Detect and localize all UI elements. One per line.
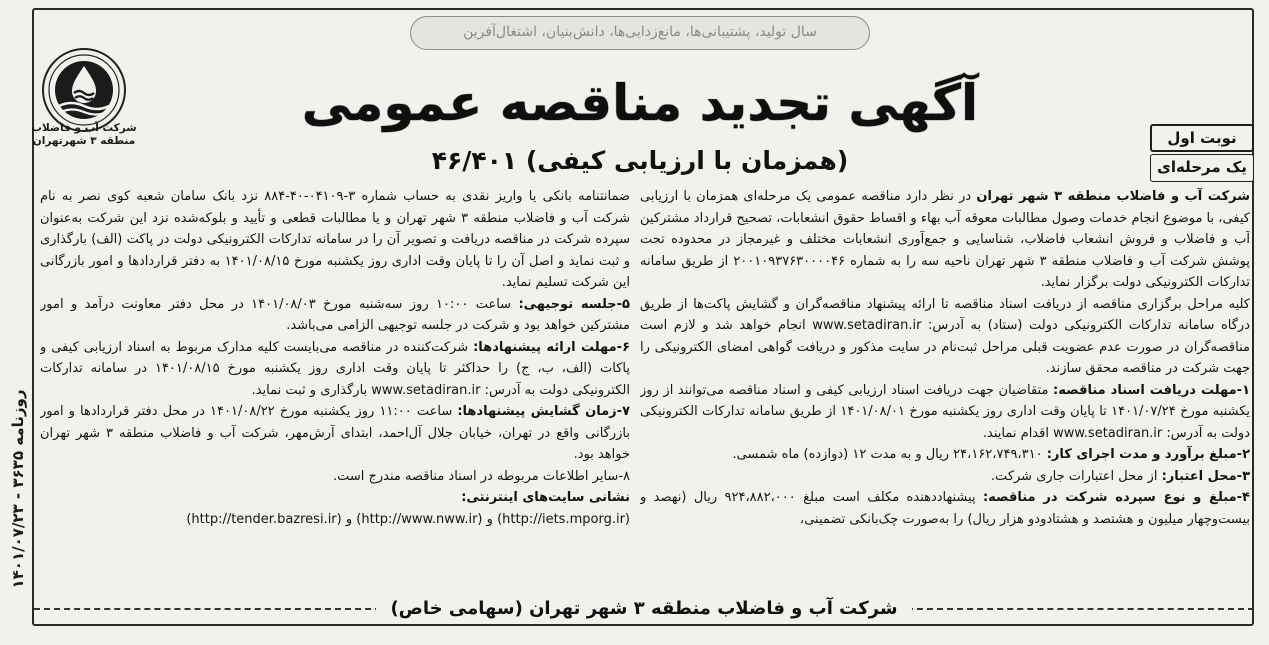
footer-signature	[34, 596, 1254, 622]
website-joiner: و	[486, 511, 493, 527]
item-label: ۱-مهلت دریافت اسناد مناقصه:	[1053, 382, 1250, 398]
item-label: ۴-مبلغ و نوع سپرده شرکت در مناقصه:	[982, 490, 1250, 505]
item-5-briefing-session	[40, 294, 630, 337]
newspaper-issue-date: ۳۶۳۵ - ۱۴۰۱/۰۷/۲۳	[9, 451, 27, 589]
item-2-estimate-duration	[640, 444, 1250, 466]
item-8-other-info	[40, 466, 630, 488]
item-label: ۷-زمان گشایش پیشنهادها:	[457, 404, 630, 419]
item-text: شرکت‌کننده در مناقصه می‌بایست کلیه مدارک مربوط به اسناد ارزیابی کیفی و پاکات (الف، ب، ج) را حداکثر تا پایان وقت اداری روز یکشنبه مورخ ۱۴۰۱/۰۸/۱۵ در سامانه تدارکات الکترونیکی دولت به آدرس: www.setadiran.ir بارگذاری و ثبت نماید.	[40, 339, 630, 398]
website-link: (http://tender.bazresi.ir)	[186, 511, 342, 527]
item-text: ساعت ۱۰:۰۰ روز سه‌شنبه مورخ ۱۴۰۱/۰۸/۰۳ در محل دفتر معاونت درآمد و امور مشترکین خواهد بود و شرکت در جلسه توجیهی الزامی می‌باشد.	[40, 296, 630, 333]
ad-title: آگهی تجدید مناقصه عمومی	[301, 74, 979, 132]
left-column	[40, 186, 630, 591]
water-drop-logo-icon	[40, 46, 128, 134]
intro-text: در نظر دارد مناقصه عمومی یک مرحله‌ای همزمان با ارزیابی کیفی، با موضوع انجام خدمات وصول مطالبات معوقه آب بهاء و اقساط حقوق انشعابات، تصحیح قرارداد مشترکین آب و فاضلاب و فروش انشعاب فاضلاب، شناسایی و جمع‌آوری انشعابات مختلف و غیرمجاز در محدوده تحت پوشش شرکت آب و فاضلاب منطقه ۳ شهر تهران ناحیه سه را به شماره ۲۰۰۱۰۹۳۷۶۳۰۰۰۰۴۶ از طریق سامانه تدارکات الکترونیکی دولت برگزار نماید.	[640, 189, 1250, 290]
item-text: از محل اعتبارات جاری شرکت.	[990, 468, 1158, 484]
logo-caption	[28, 122, 140, 148]
item-text: ساعت ۱۱:۰۰ روز یکشنبه مورخ ۱۴۰۱/۰۸/۲۲ در محل دفتر قراردادها و امور بازرگانی واقع در تهران، خیابان جلال آل‌احمد، ابتدای آرش‌مهر، شرکت آب و فاضلاب منطقه ۳ شهر تهران خواهد بود.	[40, 404, 630, 462]
item-1-documents-deadline	[640, 380, 1250, 445]
item-label: ۲-مبلغ برآورد و مدت اجرای کار:	[1046, 447, 1250, 462]
website-joiner: و	[345, 511, 353, 527]
procedure-paragraph: کلیه مراحل برگزاری مناقصه از دریافت اسناد مناقصه تا ارائه پیشنهاد مناقصه‌گران و گشایش پاکت‌ها از طریق درگاه سامانه تدارکات الکترونیکی دولت (ستاد) به آدرس: www.setadiran.ir انجام خواهد شد و لازم است مناقصه‌گران در صورت عدم عضویت قبلی مراحل ثبت‌نام در سایت مذکور و دریافت گواهی امضای الکترونیکی را جهت شرکت در مناقصه محقق سازند.	[640, 296, 1250, 376]
item-6-submission-deadline	[40, 337, 630, 402]
item-3-budget-source	[640, 466, 1250, 488]
slogan-text: سال تولید، پشتیبانی‌ها، مانع‌زدایی‌ها، دانش‌بنیان، اشتغال‌آفرین	[463, 24, 817, 40]
item-label: ۸-	[618, 468, 630, 484]
intro-company: شرکت آب و فاضلاب منطقه ۳ شهر تهران	[976, 189, 1250, 204]
item-7-opening-time	[40, 401, 630, 466]
slogan-banner	[410, 16, 870, 50]
item-label: ۳-محل اعتبار:	[1161, 468, 1250, 484]
ad-subtitle: (همزمان با ارزیابی کیفی) ۴۶/۴۰۱	[431, 146, 849, 175]
website-link: (http://www.nww.ir)	[356, 511, 483, 527]
item-text: پیشنهاددهنده مکلف است مبلغ ۹۲۴،۸۸۲،۰۰۰ ریال (نهصد و بیست‌وچهار میلیون و هشتصد و هشتادودو هزار ریال) را به‌صورت چک‌بانکی تضمینی،	[640, 490, 1250, 527]
deposit-continuation: ضمانتنامه بانکی یا واریز نقدی به حساب شماره ۳-۰۴۱۰۹-۴۰-۸۸۴ نزد بانک سامان شعبه کوی نصر به نام شرکت آب و فاضلاب منطقه ۳ شهر تهران و یا مطالبات قطعی و تأیید و بلوکه‌شده نزد این شرکت به‌عنوان سپرده شرکت در مناقصه دریافت و تصویر آن را در سامانه تدارکات الکترونیکی دولت در پاکت (الف) بارگذاری و ثبت نماید و اصل آن را تا پایان وقت اداری روز یکشنبه مورخ ۱۴۰۱/۰۸/۱۵ به دفتر قراردادها و امور بازرگانی این شرکت تسلیم نماید.	[40, 189, 630, 290]
item-label: ۵-جلسه توجیهی:	[518, 296, 630, 312]
item-text: ۲۴،۱۶۲،۷۴۹،۳۱۰ ریال و به مدت ۱۲ (دوازده) ماه شمسی.	[732, 447, 1043, 462]
item-text: سایر اطلاعات مربوطه در اسناد مناقصه مندرج است.	[332, 468, 619, 484]
right-column	[640, 186, 1250, 591]
footer-company: شرکت آب و فاضلاب منطقه ۳ شهر تهران (سهامی خاص)	[376, 596, 911, 622]
stage-badge: یک مرحله‌ای	[1150, 154, 1254, 182]
logo-caption-line1: شرکت آب و فاضلاب	[31, 122, 137, 134]
item-4-deposit	[640, 487, 1250, 530]
newspaper-issue-strip	[5, 339, 31, 639]
websites-heading: نشانی سایت‌های اینترنتی:	[461, 490, 630, 505]
website-link: (http://iets.mporg.ir)	[497, 511, 630, 527]
round-badge: نوبت اول	[1150, 124, 1254, 152]
websites-list	[40, 509, 630, 531]
item-text: متقاضیان جهت دریافت اسناد ارزیابی کیفی و اسناد مناقصه می‌توانند از روز یکشنبه مورخ ۱۴۰۱/۰۷/۲۴ تا پایان وقت اداری روز یکشنبه مورخ ۱۴۰۱/۰۸/۰۱ از طریق سامانه تدارکات الکترونیکی دولت به آدرس: www.setadiran.ir اقدام نمایند.	[640, 382, 1250, 441]
intro-paragraph	[640, 186, 1250, 294]
item-label: ۶-مهلت ارائه پیشنهادها:	[473, 339, 630, 355]
newspaper-label: روزنامه	[9, 389, 27, 446]
logo-caption-line2: منطقه ۳ شهرتهران	[32, 135, 136, 147]
